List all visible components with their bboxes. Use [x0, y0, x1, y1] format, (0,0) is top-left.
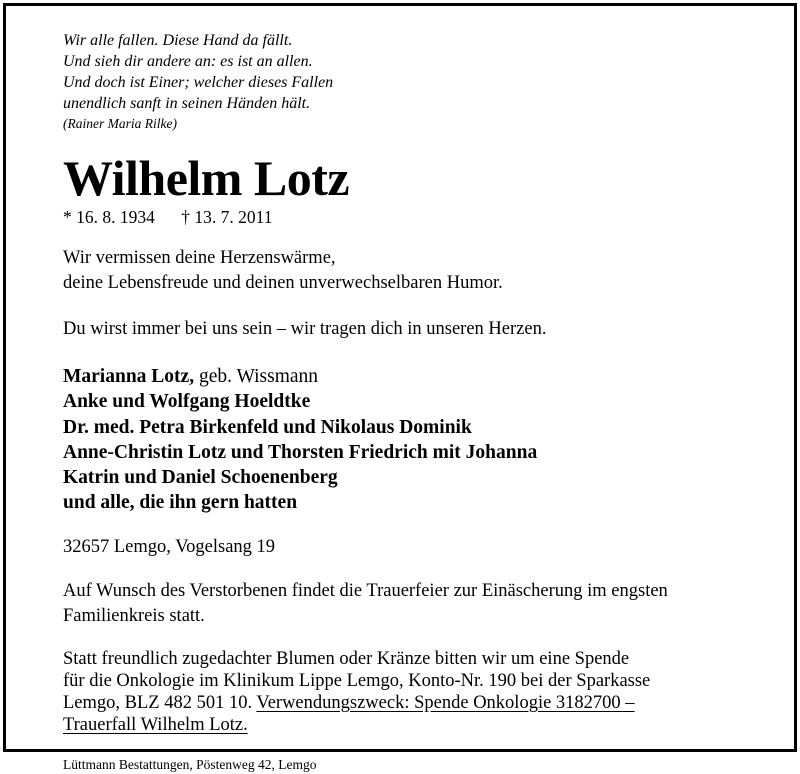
funeral-notice [63, 579, 783, 629]
family-member-name: Marianna Lotz, [63, 366, 195, 387]
birth-date: * 16. 8. 1934 [63, 207, 155, 227]
donation-line: Statt freundlich zugedachter Blumen oder Kränze bitten wir um eine Spende [63, 648, 630, 669]
message-line: deine Lebensfreude und deinen unverwechselbaren Humor. [63, 273, 503, 293]
family-member: und alle, die ihn gern hatten [63, 492, 298, 514]
message-line: Du wirst immer bei uns sein – wir tragen dich in unseren Herzen. [63, 319, 547, 339]
poem-author: (Rainer Maria Rilke) [63, 116, 177, 131]
death-date: † 13. 7. 2011 [181, 207, 273, 227]
donation-line [63, 692, 783, 714]
donation-line: für die Onkologie im Klinikum Lippe Lemgo, Konto-Nr. 190 bei der Sparkasse [63, 670, 651, 691]
family-member [63, 364, 783, 389]
donation-notice [63, 648, 783, 736]
address: 32657 Lemgo, Vogelsang 19 [63, 536, 276, 557]
poem-line: Und doch ist Einer; welcher dieses Fallen [63, 74, 334, 91]
donation-reference: Verwendungszweck: Spende Onkologie 3182700 – [256, 692, 635, 713]
poem-line: Und sieh dir andere an: es ist an allen. [63, 53, 313, 70]
donation-bank-code: Lemgo, BLZ 482 501 10. [63, 692, 257, 713]
deceased-name: Wilhelm Lotz [63, 150, 350, 206]
family-member: Dr. med. Petra Birkenfeld und Nikolaus Dominik [63, 416, 472, 438]
family-member: Anke und Wolfgang Hoeldtke [63, 391, 311, 413]
family-list [63, 364, 783, 516]
family-member: Anne-Christin Lotz und Thorsten Friedrich mit Johanna [63, 441, 538, 463]
message-paragraph [63, 246, 783, 296]
life-dates [63, 206, 783, 228]
message-paragraph-2 [63, 317, 783, 342]
family-member-maiden-name: geb. Wissmann [194, 366, 319, 387]
funeral-line: Familienkreis statt. [63, 605, 205, 626]
obituary-content [63, 30, 783, 774]
donation-reference-continued: Trauerfall Wilhelm Lotz. [63, 714, 248, 735]
poem [63, 30, 783, 134]
poem-line: Wir alle fallen. Diese Hand da fällt. [63, 32, 293, 49]
funeral-line: Auf Wunsch des Verstorbenen findet die Trauerfeier zur Einäscherung im engsten [63, 580, 668, 601]
obituary-frame [3, 3, 797, 772]
funeral-home-footer: Lüttmann Bestattungen, Pöstenweg 42, Lemgo [63, 756, 317, 772]
family-member: Katrin und Daniel Schoenenberg [63, 467, 338, 489]
poem-line: unendlich sanft in seinen Händen hält. [63, 95, 311, 112]
message-line: Wir vermissen deine Herzenswärme, [63, 248, 336, 268]
